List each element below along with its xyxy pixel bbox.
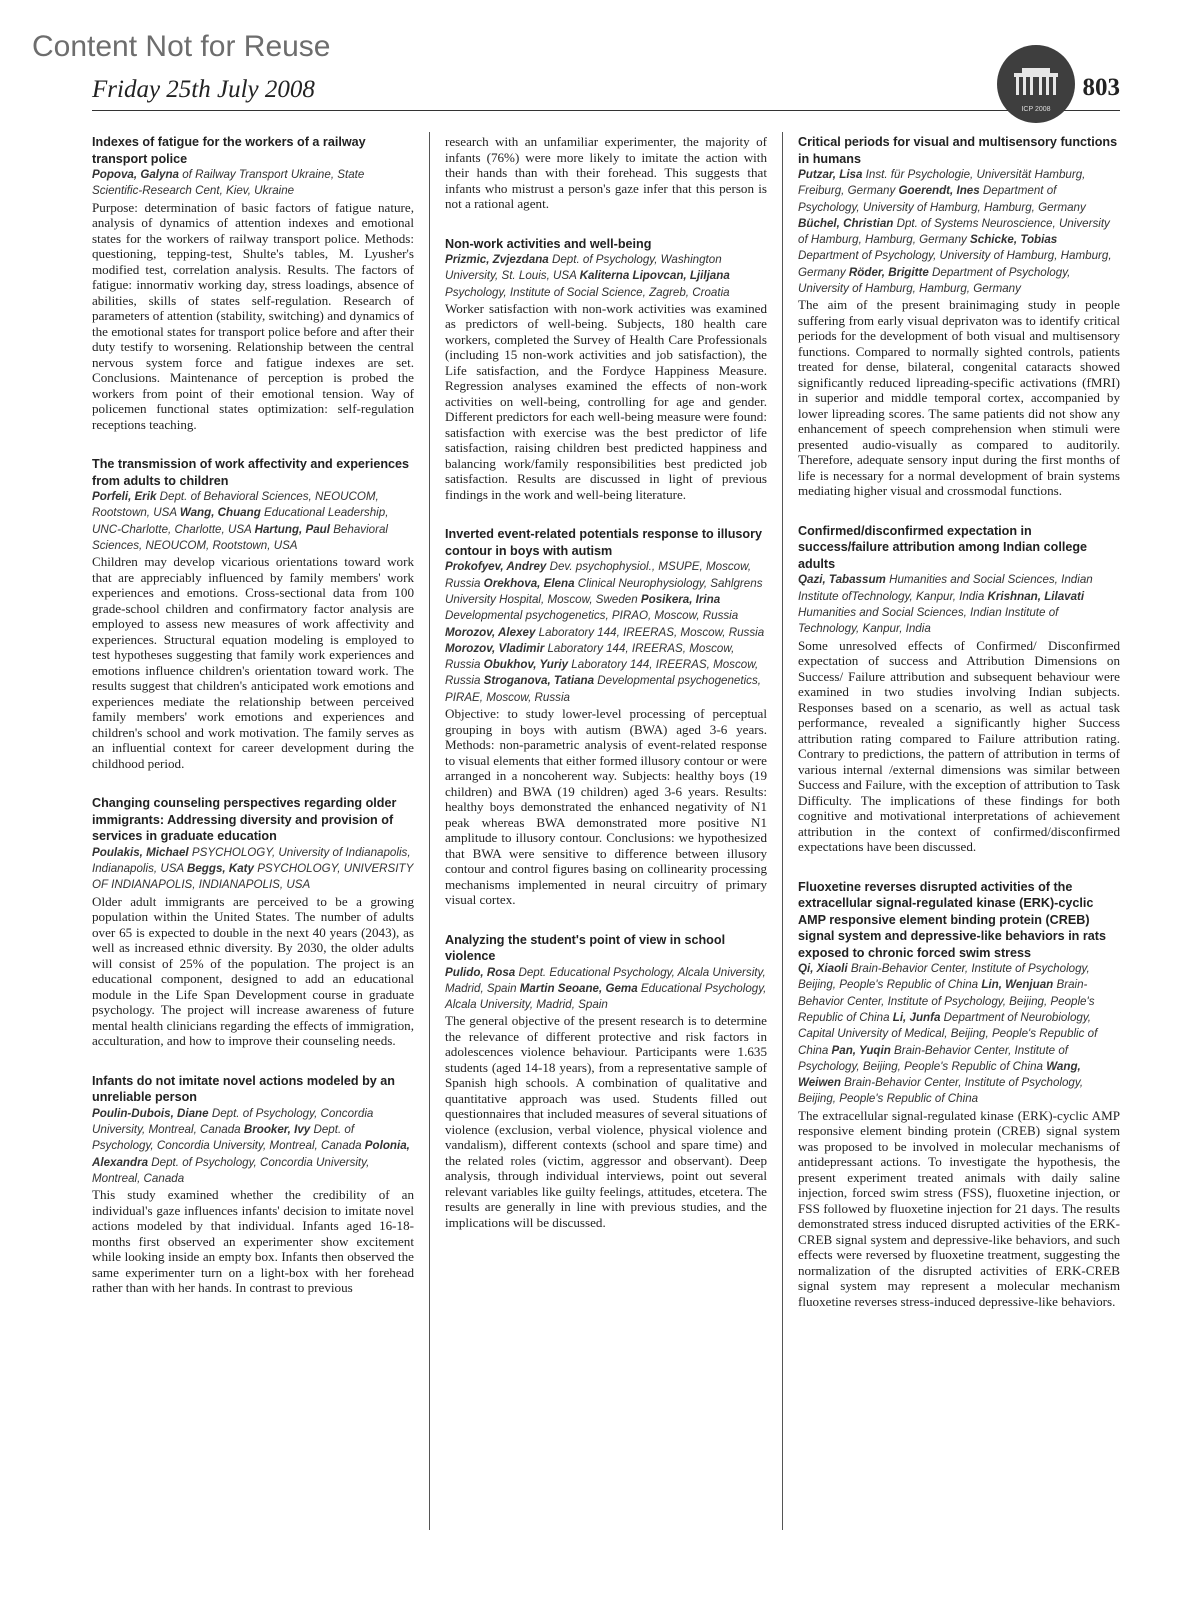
author-list	[92, 845, 414, 894]
author-name: Putzar, Lisa	[798, 168, 863, 181]
author-affiliation: Dept. of Psychology, Concordia University, Montreal, Canada	[92, 1106, 374, 1136]
author-list	[92, 1106, 414, 1187]
author-affiliation: Dept. of Psychology, Concordia University, Montreal, Canada	[92, 1155, 370, 1185]
author-name: Beggs, Katy	[186, 862, 254, 876]
abstract-body: Older adult immigrants are perceived to be a growing population within the United States. The number of adults over 65 is expected to double in the next 40 years (2043), as well as increased ethnic diversity. By 2030, the older adults will consist of 25% of the population. The project is an educational component, designed to add an educational module in the Life Span Development course in graduate psychology. The project will increase awareness of future mental health clinicians regarding the effects of immigration, acculturation, and how to improve their counseling needs.	[92, 893, 414, 1049]
abstract-title: Inverted event-related potentials response to illusory contour in boys with autism	[445, 527, 763, 558]
author-affiliation: Dept. Educational Psychology, Alcala University, Madrid, Spain	[445, 965, 766, 995]
author-affiliation: Laboratory 144, IREERAS, Moscow, Russia	[445, 658, 759, 688]
author-name: Martin Seoane, Gema	[519, 981, 638, 995]
abstract	[92, 1073, 414, 1296]
column-divider	[782, 132, 783, 1530]
abstract-title: The transmission of work affectivity and experiences from adults to children	[92, 457, 410, 488]
abstract	[92, 456, 414, 771]
column-divider	[429, 132, 430, 1530]
abstract-title: Infants do not imitate novel actions modeled by an unreliable person	[92, 1073, 395, 1105]
abstract	[798, 134, 1120, 499]
abstract-body: The aim of the present brainimaging study in people suffering from early visual deprivaton was to identify critical periods for the development of both visual and multisensory functions. Compared to normally sighted controls, patients treated for dense, bilateral, congenital cataracts showed significantly reduced lipreading-specific activations (fMRI) in superior and middle temporal cortex, accompanied by lower lipreading scores. The same patients did not show any enhancement of speech comprehension when stimuli were presented audio-visually as compared to auditorily. Therefore, adequate sensory input during the first months of life is necessary for a normal development of brain systems mediating higher visual and crossmodal functions.	[798, 297, 1120, 499]
author-affiliation: of Railway Transport Ukraine, State Scientific-Research Cent, Kiev, Ukraine	[92, 168, 365, 198]
author-affiliation: Department of Neurobiology, Capital University of Medical, Beijing, People's Republic of China	[798, 1010, 1098, 1057]
author-affiliation: Dev. psychophysiol., MSUPE, Moscow, Russia	[445, 560, 752, 590]
author-name: Wang, Weiwen	[798, 1059, 1081, 1090]
author-affiliation: Department of Psychology, University of Hamburg, Hamburg, Germany	[798, 184, 1086, 214]
author-affiliation: Developmental psychogenetics, PIRAE, Moscow, Russia	[445, 674, 761, 704]
abstract	[445, 932, 767, 1231]
column-left	[92, 134, 414, 1320]
abstract-body: Some unresolved effects of Confirmed/ Disconfirmed expectation of success and Attribution Dimensions on Success/ Failure attribution and subsequent behaviour were examined in two studies involving Indian subjects. Responses based on a scenario, as well as actual task performance, revealed a significantly higher Success attribution rating compared to Failure attribution rating. Contrary to predictions, the pattern of attribution in terms of various internal /external dimensions was similar between Success and Failure, with the exception of attribution to Task Difficulty. The implications of these findings for both cognitive and motivational interpretations of achievement attribution in the context of confirmed/disconfirmed expectations have been discussed.	[798, 637, 1120, 855]
author-affiliation: Department of Psychology, University of Hamburg, Hamburg, Germany	[798, 249, 1112, 279]
author-name: Porfeli, Erik	[92, 490, 157, 504]
author-list	[92, 167, 414, 200]
author-name: Röder, Brigitte	[848, 265, 929, 279]
author-name: Popova, Galyna	[92, 168, 179, 181]
abstract-body: Objective: to study lower-level processing of perceptual grouping in boys with autism (BWA) aged 3-6 years. Methods: non-parametric analysis of event-related response to visual elements that either formed illusory contour or were arranged in a noncoherent way. Subjects: healthy boys (19 children) and BWA (19 children) aged 3-6 years. Results: healthy boys demonstrated the enhanced negativity of N1 peak whereas BWA demonstrated more positive N1 amplitude to illusory contour. Conclusions: we hypothesized that BWA were sensitive to difference between illusory contour and control figures basing on collinearity processing mechanisms implemented in neural circuitry of primary visual cortex.	[445, 706, 767, 908]
abstract-title: Fluoxetine reverses disrupted activities of the extracellular signal-regulated kinase (ERK)-cyclic AMP responsive element binding protein (CREB) signal system and depressive-like behaviors in rats exposed to chronic forced swim stress	[798, 879, 1106, 960]
author-affiliation: Brain-Behavior Center, Institute of Psychology, Beijing, People's Republic of China	[798, 978, 1095, 1024]
author	[445, 626, 764, 639]
abstract-body: The general objective of the present research is to determine the relevance of different protective and risk factors in adolescences violence behaviour. Participants were 1.635 students (aged 14-18 years), from a representative sample of Spanish high schools. A combination of qualitative and quantitative approach was used. Students filled out questionnaires that included measures of several situations of violence (exclusion, verbal violence, physical violence and vandalism), different contexts (school and spare time) and the related roles (victim, aggressor and observant). Deep analysis, through individual interviews, point out several relevant variables like guilty feelings, attitudes, etcetera. The results are generally in line with previous studies, and the implications will be discussed.	[445, 1013, 767, 1230]
column-middle	[445, 134, 767, 1254]
author-name: Polonia, Alexandra	[92, 1139, 410, 1169]
author-affiliation: Brain-Behavior Center, Institute of Psychology, Beijing, People's Republic of China	[798, 1043, 1068, 1073]
author-affiliation: Humanities and Social Sciences, Indian Institute of Technology, Kanpur, India	[798, 605, 1059, 636]
abstract-title: Changing counseling perspectives regarding older immigrants: Addressing diversity and provision of services in graduate education	[92, 796, 397, 844]
author-affiliation: Dpt. of Systems Neuroscience, University of Hamburg, Hamburg, Germany	[798, 216, 1110, 247]
abstract-title: Analyzing the student's point of view in school violence	[445, 932, 726, 964]
abstract	[798, 523, 1120, 855]
author-name: Pulido, Rosa	[445, 965, 516, 979]
abstract-title: Indexes of fatigue for the workers of a railway transport police	[92, 135, 366, 166]
author-name: Pan, Yuqin	[831, 1043, 891, 1057]
brandenburg-gate-icon	[1012, 67, 1060, 97]
author-affiliation: Brain-Behavior Center, Institute of Psychology, Beijing, People's Republic of China	[798, 962, 1090, 992]
author-name: Qazi, Tabassum	[798, 573, 886, 587]
author-list	[445, 965, 767, 1014]
author	[798, 217, 1110, 246]
logo-text: ICP 2008	[1021, 106, 1051, 113]
abstract-body: Children may develop vicarious orientations toward work that are appreciably influenced by family members' work experiences and emotions. Cross-sectional data from 100 grade-school children and confirmatory factor analysis are employed to assess new measures of work affectivity and experiences. Structural equation modeling is employed to test hypotheses suggesting that family work experiences and emotions influence children's orientation toward work. The results suggest that children's anticipated work emotions and experiences mediate the relationship between perceived family members' work emotions and experiences and children's school and work motivation. The family serves as an influential context for career development during the childhood period.	[92, 554, 414, 771]
author-affiliation: Clinical Neurophysiology, Sahlgrens University Hospital, Moscow, Sweden	[445, 576, 763, 606]
abstract-body: This study examined whether the credibility of an individual's gaze influences infants' decision to imitate novel actions modeled by that individual. Infants aged 16-18-months first observed an experimenter show excitement while looking inside an empty box. Infants then observed the same experimenter turn on a light-box with her forehead rather than with her hands. In contrast to previous	[92, 1187, 414, 1296]
author-affiliation: Dept. of Psychology, Concordia University, Montreal, Canada	[92, 1122, 365, 1153]
abstract-body: Purpose: determination of basic factors of fatigue nature, analysis of dynamics of attention indexes and emotional states for the workers of railway transport police. Methods: questioning, tepping-test, Shulte's tables, M. Lyusher's modified test, correlation analysis. Results. The factors of fatigue: innormativ working day, stress loadings, absence of abilities, skills of states self-regulation. Research of parameters of attention (stability, switching) and dynamics of the emotional states for transport police before and after their duty testify to worsening. Relationship between the central nervous system force and fatigue indexes are set. Conclusions. Maintenance of perception is probed the workers from point of their emotional tension. Way of policemen functional states optimization: self-regulation receptions teaching.	[92, 199, 414, 432]
author-list	[798, 961, 1120, 1108]
author-name: Schicke, Tobias	[970, 233, 1058, 247]
abstract	[445, 236, 767, 503]
author-name: Morozov, Vladimir	[445, 641, 545, 655]
author-name: Brooker, Ivy	[243, 1122, 311, 1136]
abstract-body: The extracellular signal-regulated kinase (ERK)-cyclic AMP responsive element binding protein (CREB) signal system was proposed to be involved in molecular mechanisms of antidepressant actions. To investigate the hypothesis, the present experiment treated animals with daily saline injection, forced swim stress (FSS), fluoxetine injection, or FSS followed by fluoxetine injection for 21 days. The results demonstrated stress induced disrupted activities of the ERK-CREB signal system and depressive-like behaviors, and such effects were reversed by fluoxetine treatment, suggesting the normalization of the disrupted activities of ERK-CREB signal system may represent a molecular mechanism fluoxetine reverses stress-induced depressive-like behaviors.	[798, 1107, 1120, 1309]
abstract	[92, 795, 414, 1048]
author-affiliation: Psychology, Institute of Social Science, Zagreb, Croatia	[445, 285, 730, 299]
author-name: Posikera, Irina	[640, 592, 721, 606]
author-affiliation: Developmental psychogenetics, PIRAO, Moscow, Russia	[445, 609, 739, 623]
author-name: Krishnan, Lilavati	[987, 589, 1085, 603]
author-affiliation: Dept. of Psychology, Washington University, St. Louis, USA	[445, 253, 722, 283]
abstract-body: Worker satisfaction with non-work activities was examined as predictors of well-being. Subjects, 180 health care workers, completed the Survey of Health Care Professionals (including 15 non-work activities and job satisfaction), the Life satisfaction, and the Fordyce Happiness Measure. Regression analyses examined the effects of non-work activities on well-being, controlling for age and gender. Different predictors for each well-being measure were found: satisfaction with exercise was the best predictor of life satisfaction, raising children best predicted happiness and balancing work/family responsibilities best predicted job satisfaction. Results are discussed in light of previous findings in the work and well-being literature.	[445, 300, 767, 502]
page-header	[92, 72, 1120, 111]
author-name: Wang, Chuang	[179, 506, 261, 520]
author-name: Obukhov, Yuriy	[483, 658, 569, 672]
author-affiliation: Inst. für Psychologie, Universität Hamburg, Freiburg, Germany	[798, 168, 1086, 198]
author-name: Stroganova, Tatiana	[483, 674, 595, 688]
author	[798, 1044, 1068, 1073]
abstract-title: Non-work activities and well-being	[445, 236, 652, 251]
author-name: Orekhova, Elena	[483, 576, 575, 590]
author-affiliation: Dept. of Behavioral Sciences, NEOUCOM, Rootstown, USA	[92, 490, 379, 520]
author-name: Poulakis, Michael	[92, 845, 189, 859]
abstract-body: research with an unfamiliar experimenter, the majority of infants (76%) were more likely to imitate the action with their hands than with their forehead. This suggests that infants who mistrust a person's gaze infer that this person is not a rational agent.	[445, 134, 767, 211]
author-affiliation: PSYCHOLOGY, UNIVERSITY OF INDIANAPOLIS, INDIANAPOLIS, USA	[92, 862, 414, 892]
author-name: Li, Junfa	[892, 1010, 941, 1024]
author-name: Qi, Xiaoli	[798, 962, 848, 976]
author-name: Poulin-Dubois, Diane	[92, 1106, 209, 1120]
author-name: Lin, Wenjuan	[981, 978, 1054, 992]
author-name: Morozov, Alexey	[445, 625, 536, 639]
author-affiliation: Humanities and Social Sciences, Indian Institute ofTechnology, Kanpur, India	[798, 573, 1093, 603]
abstract-title: Critical periods for visual and multisensory functions in humans	[798, 135, 1118, 166]
author-name: Goerendt, Ines	[898, 184, 980, 198]
abstract	[798, 879, 1120, 1310]
author-name: Prokofyev, Andrey	[445, 560, 547, 574]
author-list	[445, 559, 767, 706]
author-name: Kaliterna Lipovcan, Ljiljana	[579, 269, 730, 283]
author-list	[445, 252, 767, 301]
abstract	[445, 526, 767, 907]
author-affiliation: Educational Psychology, Alcala University, Madrid, Spain	[445, 981, 767, 1012]
author-affiliation: PSYCHOLOGY, University of Indianapolis, Indianapolis, USA	[92, 845, 411, 876]
abstract	[445, 134, 767, 212]
author-affiliation: Laboratory 144, IREERAS, Moscow, Russia	[535, 625, 765, 639]
author-affiliation: Department of Psychology, University of Hamburg, Hamburg, Germany	[798, 265, 1071, 296]
author-affiliation: Laboratory 144, IREERAS, Moscow, Russia	[445, 641, 735, 672]
author-name: Hartung, Paul	[254, 522, 330, 536]
abstract	[92, 134, 414, 432]
congress-logo	[997, 45, 1075, 123]
author-affiliation: Educational Leadership, UNC-Charlotte, Charlotte, USA	[92, 506, 389, 536]
author-name: Büchel, Christian	[798, 216, 894, 230]
column-right	[798, 134, 1120, 1333]
author-affiliation: Behavioral Sciences, NEOUCOM, Rootstown, USA	[92, 522, 388, 552]
author-list	[798, 167, 1120, 297]
author	[92, 168, 364, 197]
author-list	[798, 572, 1120, 637]
author-list	[92, 489, 414, 554]
watermark: Content Not for Reuse	[32, 30, 331, 63]
author-affiliation: Brain-Behavior Center, Institute of Psychology, Beijing, People's Republic of China	[798, 1076, 1084, 1106]
author	[445, 674, 761, 703]
abstract-title: Confirmed/disconfirmed expectation in success/failure attribution among Indian college adults	[798, 523, 1088, 571]
header-date: Friday 25th July 2008	[92, 76, 315, 103]
page-number: 803	[1082, 74, 1120, 101]
author-name: Prizmic, Zvjezdana	[445, 253, 549, 266]
